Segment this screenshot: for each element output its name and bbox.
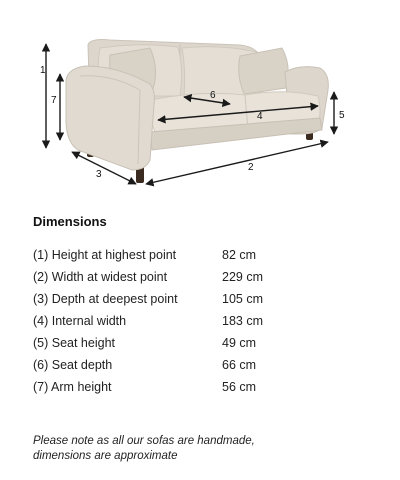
callout-4: 4 bbox=[257, 111, 263, 122]
dimension-label: (3) Depth at deepest point bbox=[33, 292, 178, 306]
dimension-label: (2) Width at widest point bbox=[33, 270, 168, 284]
dimension-value: 183 cm bbox=[222, 314, 263, 328]
dimension-value: 66 cm bbox=[222, 358, 257, 372]
dimensions-list bbox=[33, 244, 333, 398]
dimension-row bbox=[33, 332, 333, 354]
dimension-row bbox=[33, 354, 333, 376]
dimension-row bbox=[33, 310, 333, 332]
dimension-value: 82 cm bbox=[222, 248, 257, 262]
callout-2: 2 bbox=[248, 162, 254, 173]
dimension-row bbox=[33, 266, 333, 288]
arrow-width bbox=[146, 142, 328, 184]
note-line: dimensions are approximate bbox=[33, 450, 178, 462]
sofa-dimension-diagram bbox=[0, 0, 400, 200]
dimensions-heading: Dimensions bbox=[33, 214, 107, 229]
callout-7: 7 bbox=[51, 95, 57, 106]
dimension-value: 49 cm bbox=[222, 336, 257, 350]
scatter-cushion-right bbox=[239, 48, 289, 94]
dimension-label: (6) Seat depth bbox=[33, 358, 113, 372]
callout-5: 5 bbox=[339, 110, 345, 121]
callout-6: 6 bbox=[210, 90, 216, 101]
callout-1: 1 bbox=[40, 65, 46, 76]
dimension-value: 105 cm bbox=[222, 292, 263, 306]
dimension-value: 56 cm bbox=[222, 380, 257, 394]
note-line: Please note as all our sofas are handmade, bbox=[33, 435, 255, 447]
dimension-label: (7) Arm height bbox=[33, 380, 112, 394]
dimension-label: (1) Height at highest point bbox=[33, 248, 177, 262]
dimension-value: 229 cm bbox=[222, 270, 263, 284]
dimension-label: (5) Seat height bbox=[33, 336, 115, 350]
dimension-row bbox=[33, 288, 333, 310]
dimension-label: (4) Internal width bbox=[33, 314, 127, 328]
dimension-row bbox=[33, 376, 333, 398]
dimension-row bbox=[33, 244, 333, 266]
sofa-arm-left bbox=[66, 66, 155, 170]
handmade-note bbox=[33, 434, 373, 464]
callout-3: 3 bbox=[96, 169, 102, 180]
sofa-illustration bbox=[0, 0, 400, 200]
